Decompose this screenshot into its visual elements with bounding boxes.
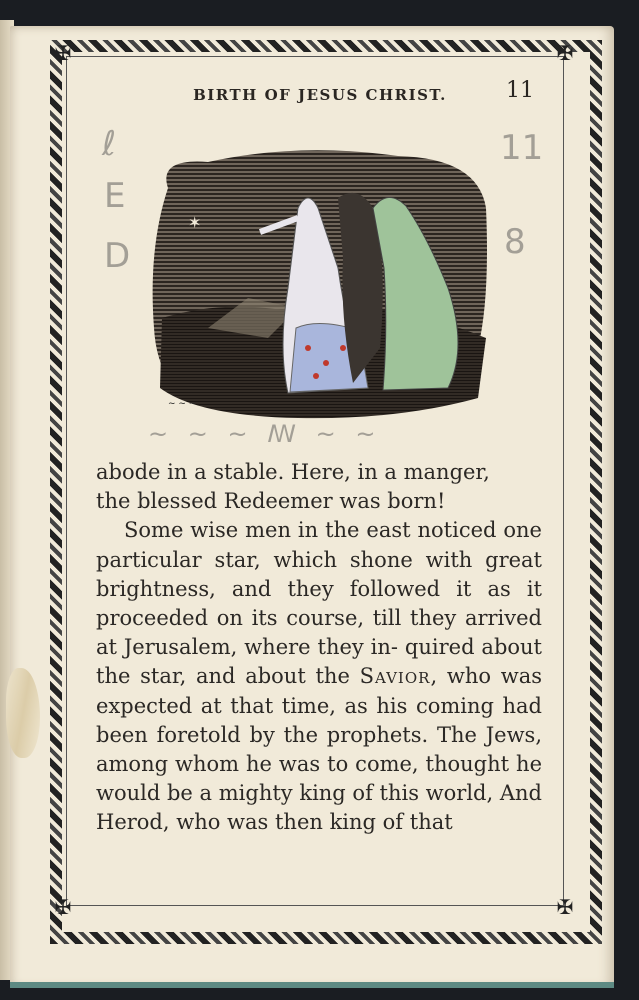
text-line: the blessed Redeemer was born! xyxy=(96,489,446,514)
corner-ornament-icon: ✠ xyxy=(556,895,574,919)
pencil-mark: ~ ~ ~ ꟿ ~ ~ xyxy=(148,420,382,448)
pencil-mark: 11 xyxy=(500,128,544,168)
text-line: abode in a stable. Here, in a manger, xyxy=(96,460,490,484)
pencil-mark: ℓ xyxy=(102,124,117,164)
page-number: 11 xyxy=(506,78,534,103)
paragraph xyxy=(96,516,542,837)
paragraph-text: Some wise men in the east noticed one particular star, which shone with great brightness, and they followed it as it proceeded on its course, till they arrived at Jerusalem, where they in- quired about the star, and about the xyxy=(96,518,542,689)
body-text xyxy=(96,458,542,838)
pencil-mark: D xyxy=(104,236,131,276)
corner-ornament-icon: ✠ xyxy=(556,41,574,65)
svg-text:~ ~ ~: ~ ~ ~ xyxy=(168,399,197,409)
corner-ornament-icon: ✠ xyxy=(54,895,72,919)
paragraph-text: , who was expected at that time, as his coming had been foretold by the prophets. The Jews, among whom he was to come, thought he would be a mighty king of this world, And Herod, who was then king of that xyxy=(96,664,542,835)
pencil-mark: 8 xyxy=(504,222,526,262)
wise-men-woodcut-illustration xyxy=(148,148,490,420)
pencil-mark: E xyxy=(104,176,126,216)
running-head: BIRTH OF JESUS CHRIST. xyxy=(193,86,447,104)
corner-ornament-icon: ✠ xyxy=(54,41,72,65)
savior-smallcaps: Savior xyxy=(359,664,431,689)
page-bottom-edge xyxy=(10,982,614,988)
svg-text:✶: ✶ xyxy=(188,213,202,232)
